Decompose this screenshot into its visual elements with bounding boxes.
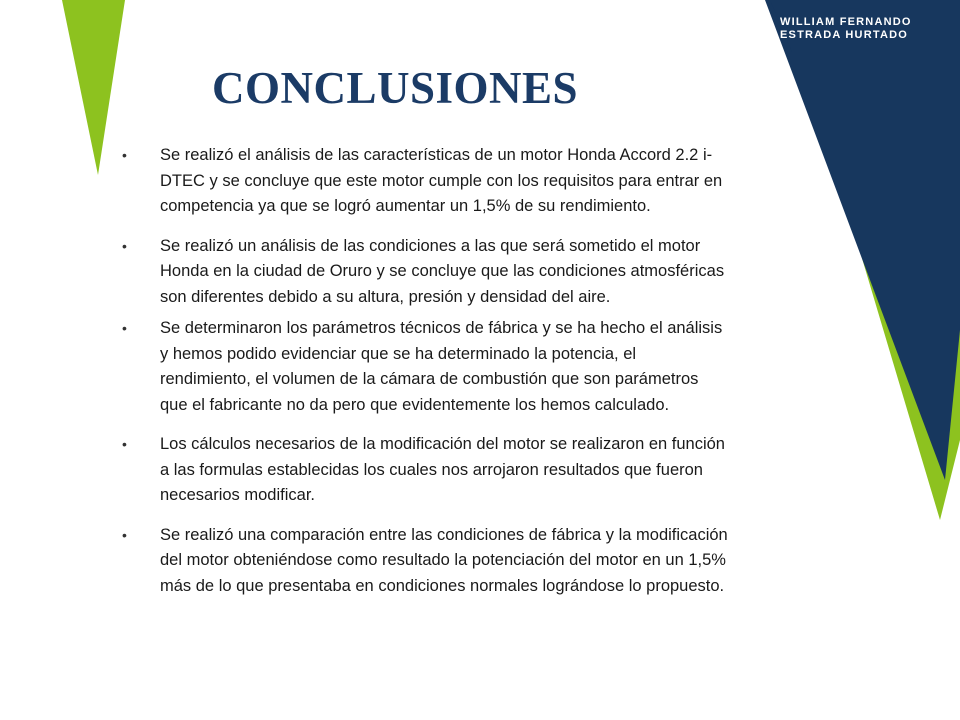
bullet-item [120, 143, 730, 220]
conclusions-list [120, 143, 730, 613]
bullet-item [120, 234, 730, 311]
bullet-dot-icon: • [122, 147, 127, 163]
bullet-text: Se realizó una comparación entre las condiciones de fábrica y la modificación del motor obteniéndose como resultado la potenciación del motor en un 1,5% más de lo que presentaba en condiciones normales lográndose lo propuesto. [160, 525, 728, 595]
bullet-dot-icon: • [122, 320, 127, 336]
right-navy-shape [765, 0, 960, 480]
author-line-1: WILLIAM FERNANDO [780, 16, 912, 28]
bullet-dot-icon: • [122, 436, 127, 452]
bullet-text: Los cálculos necesarios de la modificación del motor se realizaron en función a las formulas establecidas los cuales nos arrojaron resultados que fueron necesarios modificar. [160, 435, 725, 504]
bullet-dot-icon: • [122, 526, 127, 543]
bullet-dot-icon: • [122, 237, 127, 254]
bullet-item [120, 523, 730, 600]
left-green-triangle [62, 0, 125, 175]
bullet-text: Se realizó el análisis de las características de un motor Honda Accord 2.2 i-DTEC y se concluye que este motor cumple con los requisitos para entrar en competencia ya que se logró aumentar un 1,5% de su rendimiento. [160, 146, 723, 215]
page-title: CONCLUSIONES [212, 63, 579, 113]
author-name [780, 16, 950, 42]
author-line-2: ESTRADA HURTADO [780, 29, 908, 41]
bullet-text: Se determinaron los parámetros técnicos de fábrica y se ha hecho el análisis y hemos podido evidenciar que se ha determinado la potencia, el rendimiento, el volumen de la cámara de combustión que son parámetros que el fabricante no da pero que evidentemente los hemos calculado. [160, 319, 723, 414]
bullet-text: Se realizó un análisis de las condiciones a las que será sometido el motor Honda en la ciudad de Oruro y se concluye que las condiciones atmosféricas son diferentes debido a su altura, presión y densidad del aire. [160, 236, 725, 306]
bullet-item [120, 316, 730, 418]
bullet-item [120, 432, 730, 509]
